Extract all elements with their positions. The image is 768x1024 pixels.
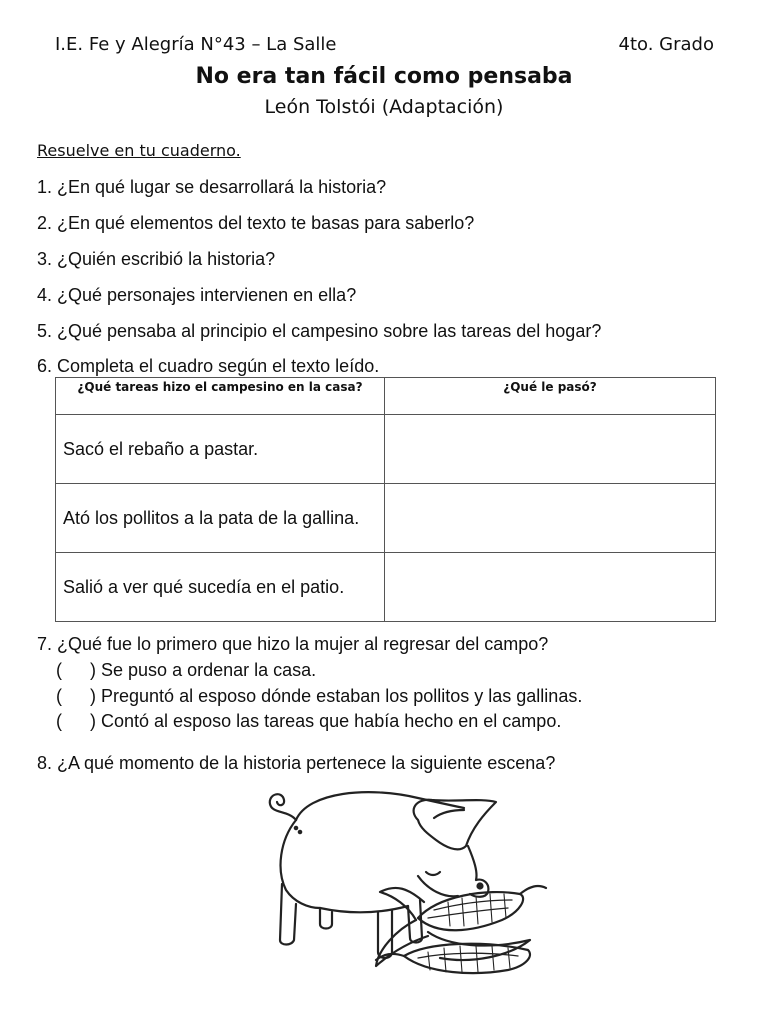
table-row bbox=[56, 553, 716, 622]
table-cell-result bbox=[385, 553, 716, 622]
table-row bbox=[56, 484, 716, 553]
table-cell-result bbox=[385, 415, 716, 484]
option-1 bbox=[56, 660, 316, 681]
page-title: No era tan fácil como pensaba bbox=[195, 64, 573, 89]
option-3 bbox=[56, 711, 561, 732]
table-cell-task: Sacó el rebaño a pastar. bbox=[56, 415, 385, 484]
option-close-paren: ) bbox=[90, 660, 96, 680]
option-open-paren: ( bbox=[56, 711, 62, 731]
table-cell-task: Ató los pollitos a la pata de la gallina. bbox=[56, 484, 385, 553]
question-6: 6. Completa el cuadro según el texto leído. bbox=[37, 356, 380, 376]
school-name: I.E. Fe y Alegría N°43 – La Salle bbox=[55, 34, 337, 55]
option-2 bbox=[56, 686, 582, 707]
question-3: 3. ¿Quién escribió la historia? bbox=[37, 249, 276, 269]
option-text: Contó al esposo las tareas que había hecho en el campo. bbox=[101, 711, 562, 731]
question-5: 5. ¿Qué pensaba al principio el campesino sobre las tareas del hogar? bbox=[37, 321, 602, 341]
question-8: 8. ¿A qué momento de la historia pertenece la siguiente escena? bbox=[37, 753, 556, 773]
question-1: 1. ¿En qué lugar se desarrollará la historia? bbox=[37, 177, 387, 197]
option-text: Preguntó al esposo dónde estaban los pollitos y las gallinas. bbox=[101, 686, 583, 706]
option-close-paren: ) bbox=[90, 711, 96, 731]
instruction: Resuelve en tu cuaderno. bbox=[37, 141, 241, 160]
option-close-paren: ) bbox=[90, 686, 96, 706]
option-text: Se puso a ordenar la casa. bbox=[101, 660, 317, 680]
grade-label: 4to. Grado bbox=[618, 34, 714, 55]
table-header-tasks: ¿Qué tareas hizo el campesino en la casa? bbox=[56, 378, 385, 415]
question-4: 4. ¿Qué personajes intervienen en ella? bbox=[37, 285, 357, 305]
option-open-paren: ( bbox=[56, 660, 62, 680]
question-2: 2. ¿En qué elementos del texto te basas para saberlo? bbox=[37, 213, 475, 233]
table-row bbox=[56, 415, 716, 484]
table-cell-task: Salió a ver qué sucedía en el patio. bbox=[56, 553, 385, 622]
table-header-row bbox=[56, 378, 716, 415]
question-7: 7. ¿Qué fue lo primero que hizo la mujer al regresar del campo? bbox=[37, 634, 549, 654]
table-header-result: ¿Qué le pasó? bbox=[385, 378, 716, 415]
pig-eating-corn-icon bbox=[258, 780, 548, 985]
tasks-table bbox=[55, 377, 716, 622]
option-open-paren: ( bbox=[56, 686, 62, 706]
table-cell-result bbox=[385, 484, 716, 553]
page-subtitle: León Tolstói (Adaptación) bbox=[264, 96, 504, 118]
